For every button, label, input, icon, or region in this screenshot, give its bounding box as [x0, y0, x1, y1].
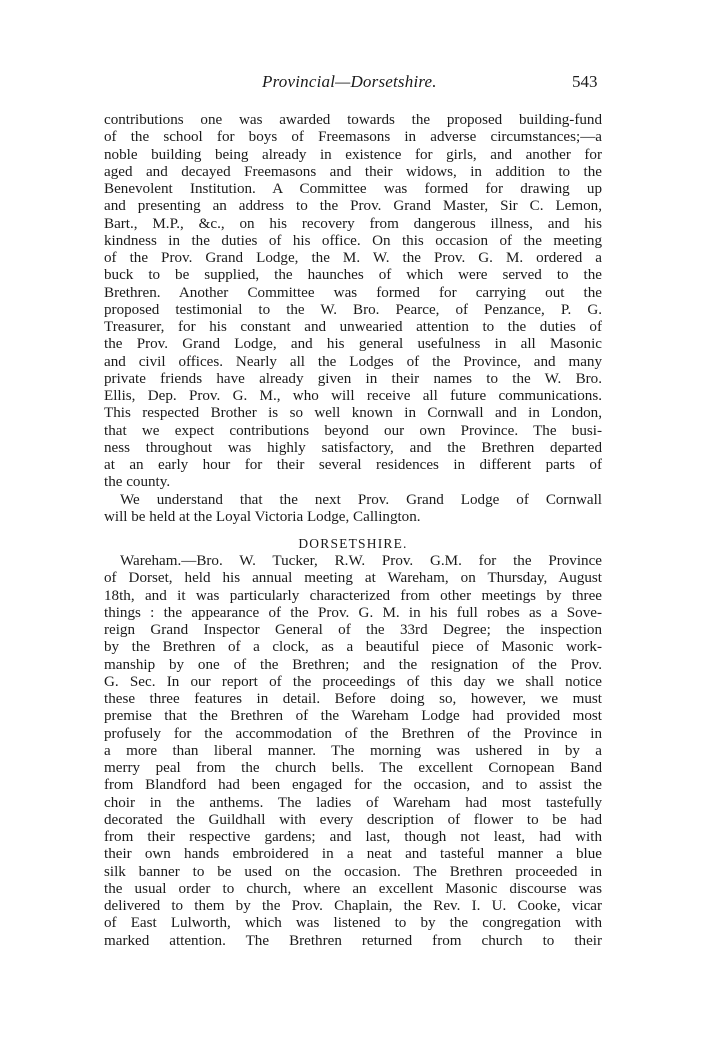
- text-line: by the Brethren of a clock, as a beautiful piece of Masonic work-: [104, 639, 602, 656]
- page-number: 543: [572, 72, 598, 91]
- text-line: Ellis, Dep. Prov. G. M., who will receive all future communications.: [104, 388, 602, 404]
- text-line: reign Grand Inspector General of the 33rd Degree; the inspection: [104, 622, 602, 638]
- text-line: choir in the anthems. The ladies of Wareham had most tastefully: [104, 794, 602, 811]
- text-line: ness throughout was highly satisfactory, and the Brethren departed: [104, 439, 602, 456]
- text-line: 18th, and it was particularly characterized from other meetings by three: [104, 587, 602, 604]
- text-line: of the Prov. Grand Lodge, the M. W. the Prov. G. M. ordered a: [104, 250, 602, 266]
- text-line: from their respective gardens; and last, though not least, had with: [104, 829, 602, 845]
- text-line: Benevolent Institution. A Committee was formed for drawing up: [104, 181, 602, 197]
- cornwall-report: [104, 112, 602, 526]
- text-line: manship by one of the Brethren; and the resignation of the Prov.: [104, 656, 602, 673]
- text-line: aged and decayed Freemasons and their widows, in addition to the: [104, 163, 602, 180]
- section-heading: DORSETSHIRE.: [298, 536, 408, 551]
- text-line: premise that the Brethren of the Wareham Lodge had provided most: [104, 708, 602, 725]
- text-column: [104, 112, 602, 950]
- text-line: marked attention. The Brethren returned from church to their: [104, 932, 602, 949]
- text-line: the usual order to church, where an excellent Masonic discourse was: [104, 880, 602, 897]
- text-line: of Dorset, held his annual meeting at Wareham, on Thursday, August: [104, 570, 602, 587]
- text-line: silk banner to be used on the occasion. The Brethren proceeded in: [104, 863, 602, 880]
- text-line: a more than liberal manner. The morning was ushered in by a: [104, 742, 602, 759]
- text-line: from Blandford had been engaged for the occasion, and to assist the: [104, 777, 602, 794]
- text-line: private friends have already given in their names to the W. Bro.: [104, 370, 602, 387]
- text-line: Treasurer, for his constant and unwearied attention to the duties of: [104, 319, 602, 335]
- text-line: buck to be supplied, the haunches of which were served to the: [104, 267, 602, 284]
- text-line: This respected Brother is so well known in Cornwall and in London,: [104, 405, 602, 422]
- text-line: their own hands embroidered in a neat and tasteful manner a blue: [104, 846, 602, 863]
- running-title: Provincial—Dorsetshire.: [262, 72, 437, 91]
- text-line: contributions one was awarded towards the proposed building-fund: [104, 112, 602, 128]
- text-line: merry peal from the church bells. The excellent Cornopean Band: [104, 760, 602, 776]
- text-line: Wareham.—Bro. W. Tucker, R.W. Prov. G.M. for the Province: [120, 553, 602, 569]
- text-line: of East Lulworth, which was listened to by the congregation with: [104, 915, 602, 932]
- text-line: things : the appearance of the Prov. G. M. in his full robes as a Sove-: [104, 604, 602, 621]
- text-line: proposed testimonial to the W. Bro. Pearce, of Penzance, P. G.: [104, 301, 602, 318]
- text-line: Brethren. Another Committee was formed for carrying out the: [104, 284, 602, 301]
- page-header: [0, 72, 710, 98]
- text-line: Bart., M.P., &c., on his recovery from dangerous illness, and his: [104, 215, 602, 232]
- text-line: the Prov. Grand Lodge, and his general usefulness in all Masonic: [104, 336, 602, 353]
- text-line: kindness in the duties of his office. On this occasion of the meeting: [104, 232, 602, 249]
- text-line: at an early hour for their several residences in different parts of: [104, 457, 602, 473]
- text-line: that we expect contributions beyond our own Province. The busi-: [104, 422, 602, 439]
- text-line: G. Sec. In our report of the proceedings of this day we shall notice: [104, 673, 602, 690]
- text-line: decorated the Guildhall with every description of flower to be had: [104, 811, 602, 828]
- text-line: will be held at the Loyal Victoria Lodge, Callington.: [104, 508, 421, 525]
- text-line: noble building being already in existence for girls, and another for: [104, 146, 602, 163]
- text-line: and civil offices. Nearly all the Lodges of the Province, and many: [104, 353, 602, 370]
- text-line: the county.: [104, 474, 171, 491]
- dorsetshire-report: [104, 553, 602, 950]
- text-line: delivered to them by the Prov. Chaplain, the Rev. I. U. Cooke, vicar: [104, 898, 602, 914]
- text-line: We understand that the next Prov. Grand Lodge of Cornwall: [120, 491, 602, 508]
- text-line: profusely for the accommodation of the Brethren of the Province in: [104, 725, 602, 742]
- text-line: of the school for boys of Freemasons in adverse circumstances;—a: [104, 129, 602, 146]
- text-line: and presenting an address to the Prov. Grand Master, Sir C. Lemon,: [104, 198, 602, 215]
- text-line: these three features in detail. Before doing so, however, we must: [104, 691, 602, 707]
